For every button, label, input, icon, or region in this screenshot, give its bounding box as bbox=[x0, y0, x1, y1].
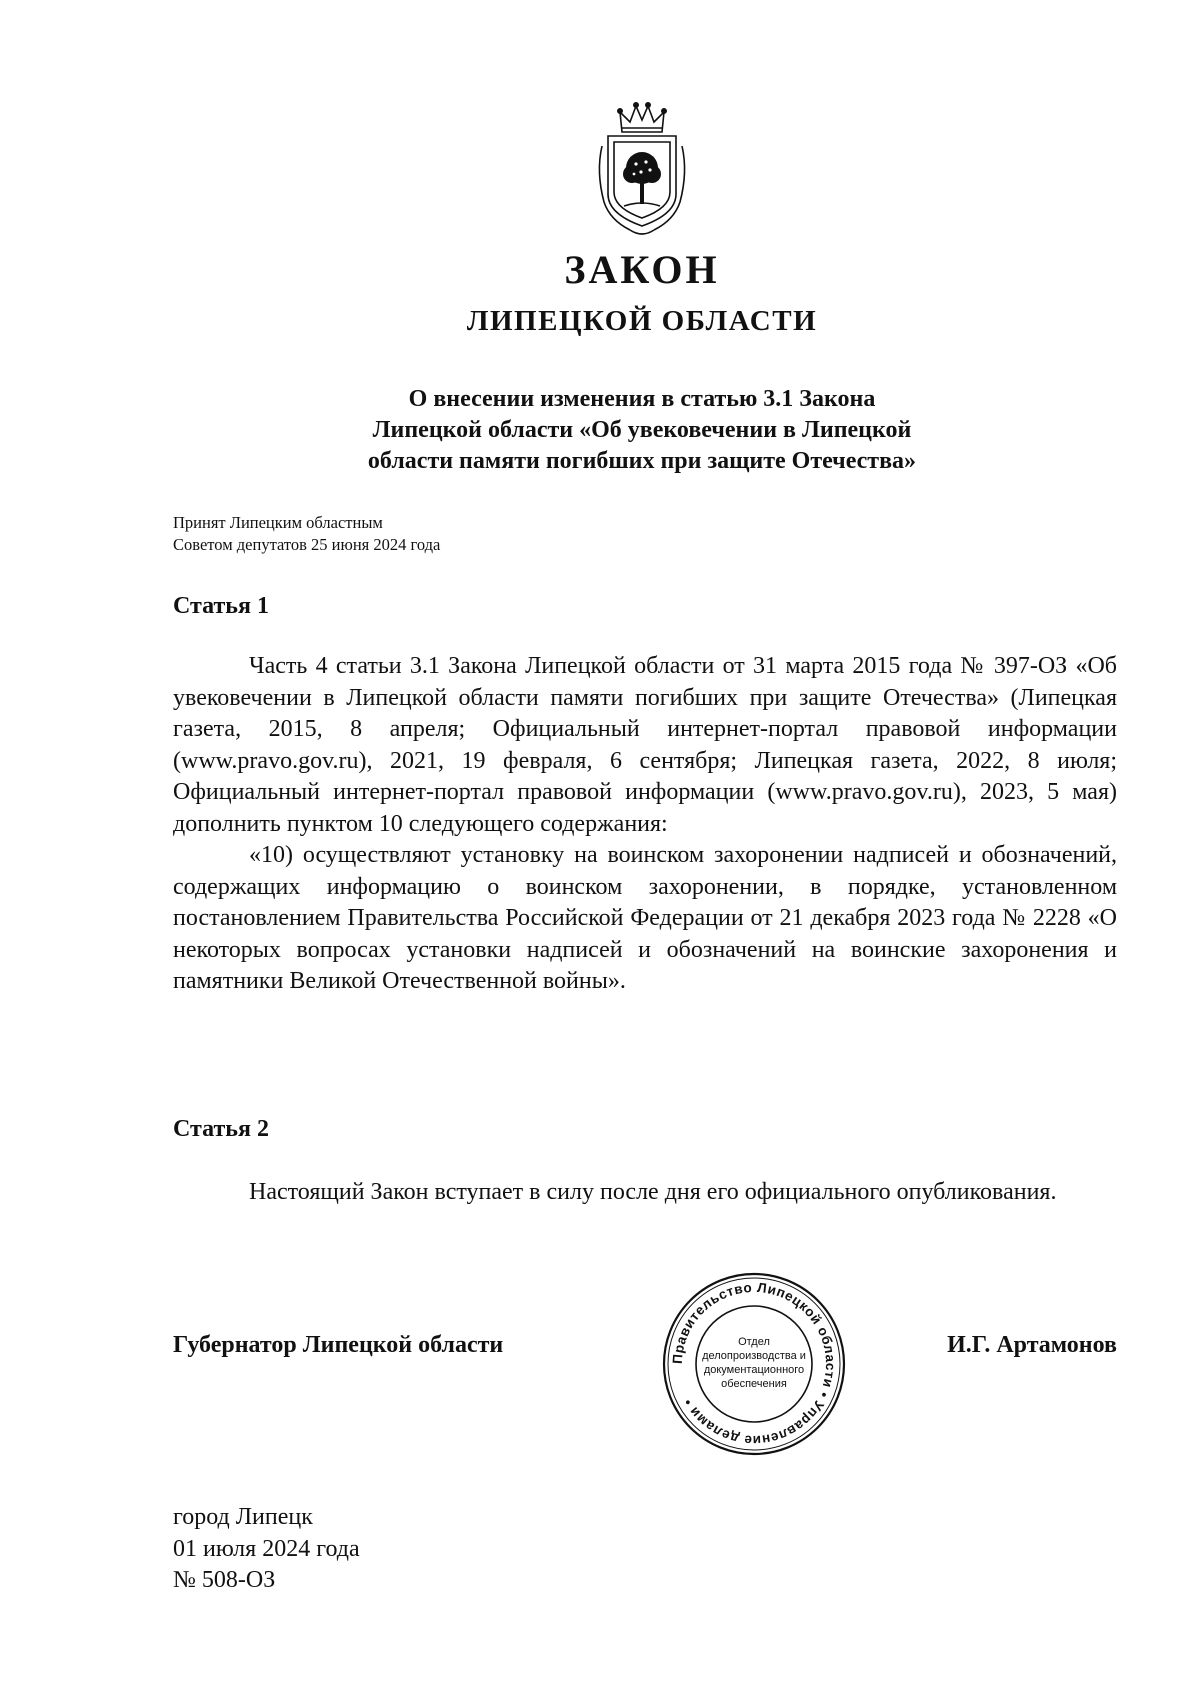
subject-line: области памяти погибших при защите Отечества» bbox=[367, 448, 917, 474]
footer-city: город Липецк bbox=[173, 1504, 313, 1530]
signatory-title: Губернатор Липецкой области bbox=[173, 1332, 504, 1358]
official-stamp bbox=[661, 1271, 847, 1457]
subject-line: О внесении изменения в статью 3.1 Закона bbox=[408, 386, 876, 412]
stamp-inner-line: делопроизводства и bbox=[702, 1350, 806, 1362]
region-title: ЛИПЕЦКОЙ ОБЛАСТИ bbox=[466, 305, 818, 337]
law-title: ЗАКОН bbox=[564, 247, 720, 292]
coat-of-arms-icon bbox=[594, 102, 690, 242]
article-1-heading: Статья 1 bbox=[173, 593, 269, 619]
article-1-body bbox=[173, 651, 1117, 998]
stamp-inner-line: документационного bbox=[703, 1364, 805, 1376]
adoption-line: Советом депутатов 25 июня 2024 года bbox=[173, 535, 441, 554]
article-paragraph: «10) осуществляют установку на воинском захоронении надписей и обозначений, содержащих информацию о воинском захоронении, в порядке, установленном постановлением Правительства Российской Федерации от 21 декабря 2023 года № 2228 «О некоторых вопросах установки надписей и обозначений на воинские захоронения и памятники Великой Отечественной войны». bbox=[173, 842, 1117, 994]
adoption-line: Принят Липецким областным bbox=[173, 513, 383, 532]
stamp-inner-line: обеспечения bbox=[721, 1378, 787, 1390]
article-2-heading: Статья 2 bbox=[173, 1116, 269, 1142]
subject-line: Липецкой области «Об увековечении в Липецкой bbox=[372, 417, 912, 443]
footer-date: 01 июля 2024 года bbox=[173, 1535, 360, 1562]
article-2-body bbox=[173, 1177, 1117, 1209]
article-paragraph: Настоящий Закон вступает в силу после дня его официального опубликования. bbox=[249, 1179, 1057, 1205]
stamp-inner-line: Отдел bbox=[738, 1336, 770, 1348]
stamp-outer-text: Правительство Липецкой области • Управление делами • bbox=[669, 1279, 839, 1449]
adoption-note bbox=[173, 512, 440, 556]
document-footer bbox=[173, 1502, 360, 1597]
signatory-name: И.Г. Артамонов bbox=[947, 1332, 1117, 1358]
footer-number: № 508-ОЗ bbox=[173, 1567, 276, 1593]
article-paragraph: Часть 4 статьи 3.1 Закона Липецкой области от 31 марта 2015 года № 397-ОЗ «Об увековечении в Липецкой области памяти погибших при защите Отечества» (Липецкая газета, 2015, 8 апреля; Официальный интернет-портал правовой информации (www.pravo.gov.ru), 2021, 19 февраля, 6 сентября; Липецкая газета, 2022, 8 июля; Официальный интернет-портал правовой информации (www.pravo.gov.ru), 2023, 5 мая) дополнить пунктом 10 следующего содержания: bbox=[173, 653, 1117, 837]
document-subject bbox=[0, 384, 1200, 477]
